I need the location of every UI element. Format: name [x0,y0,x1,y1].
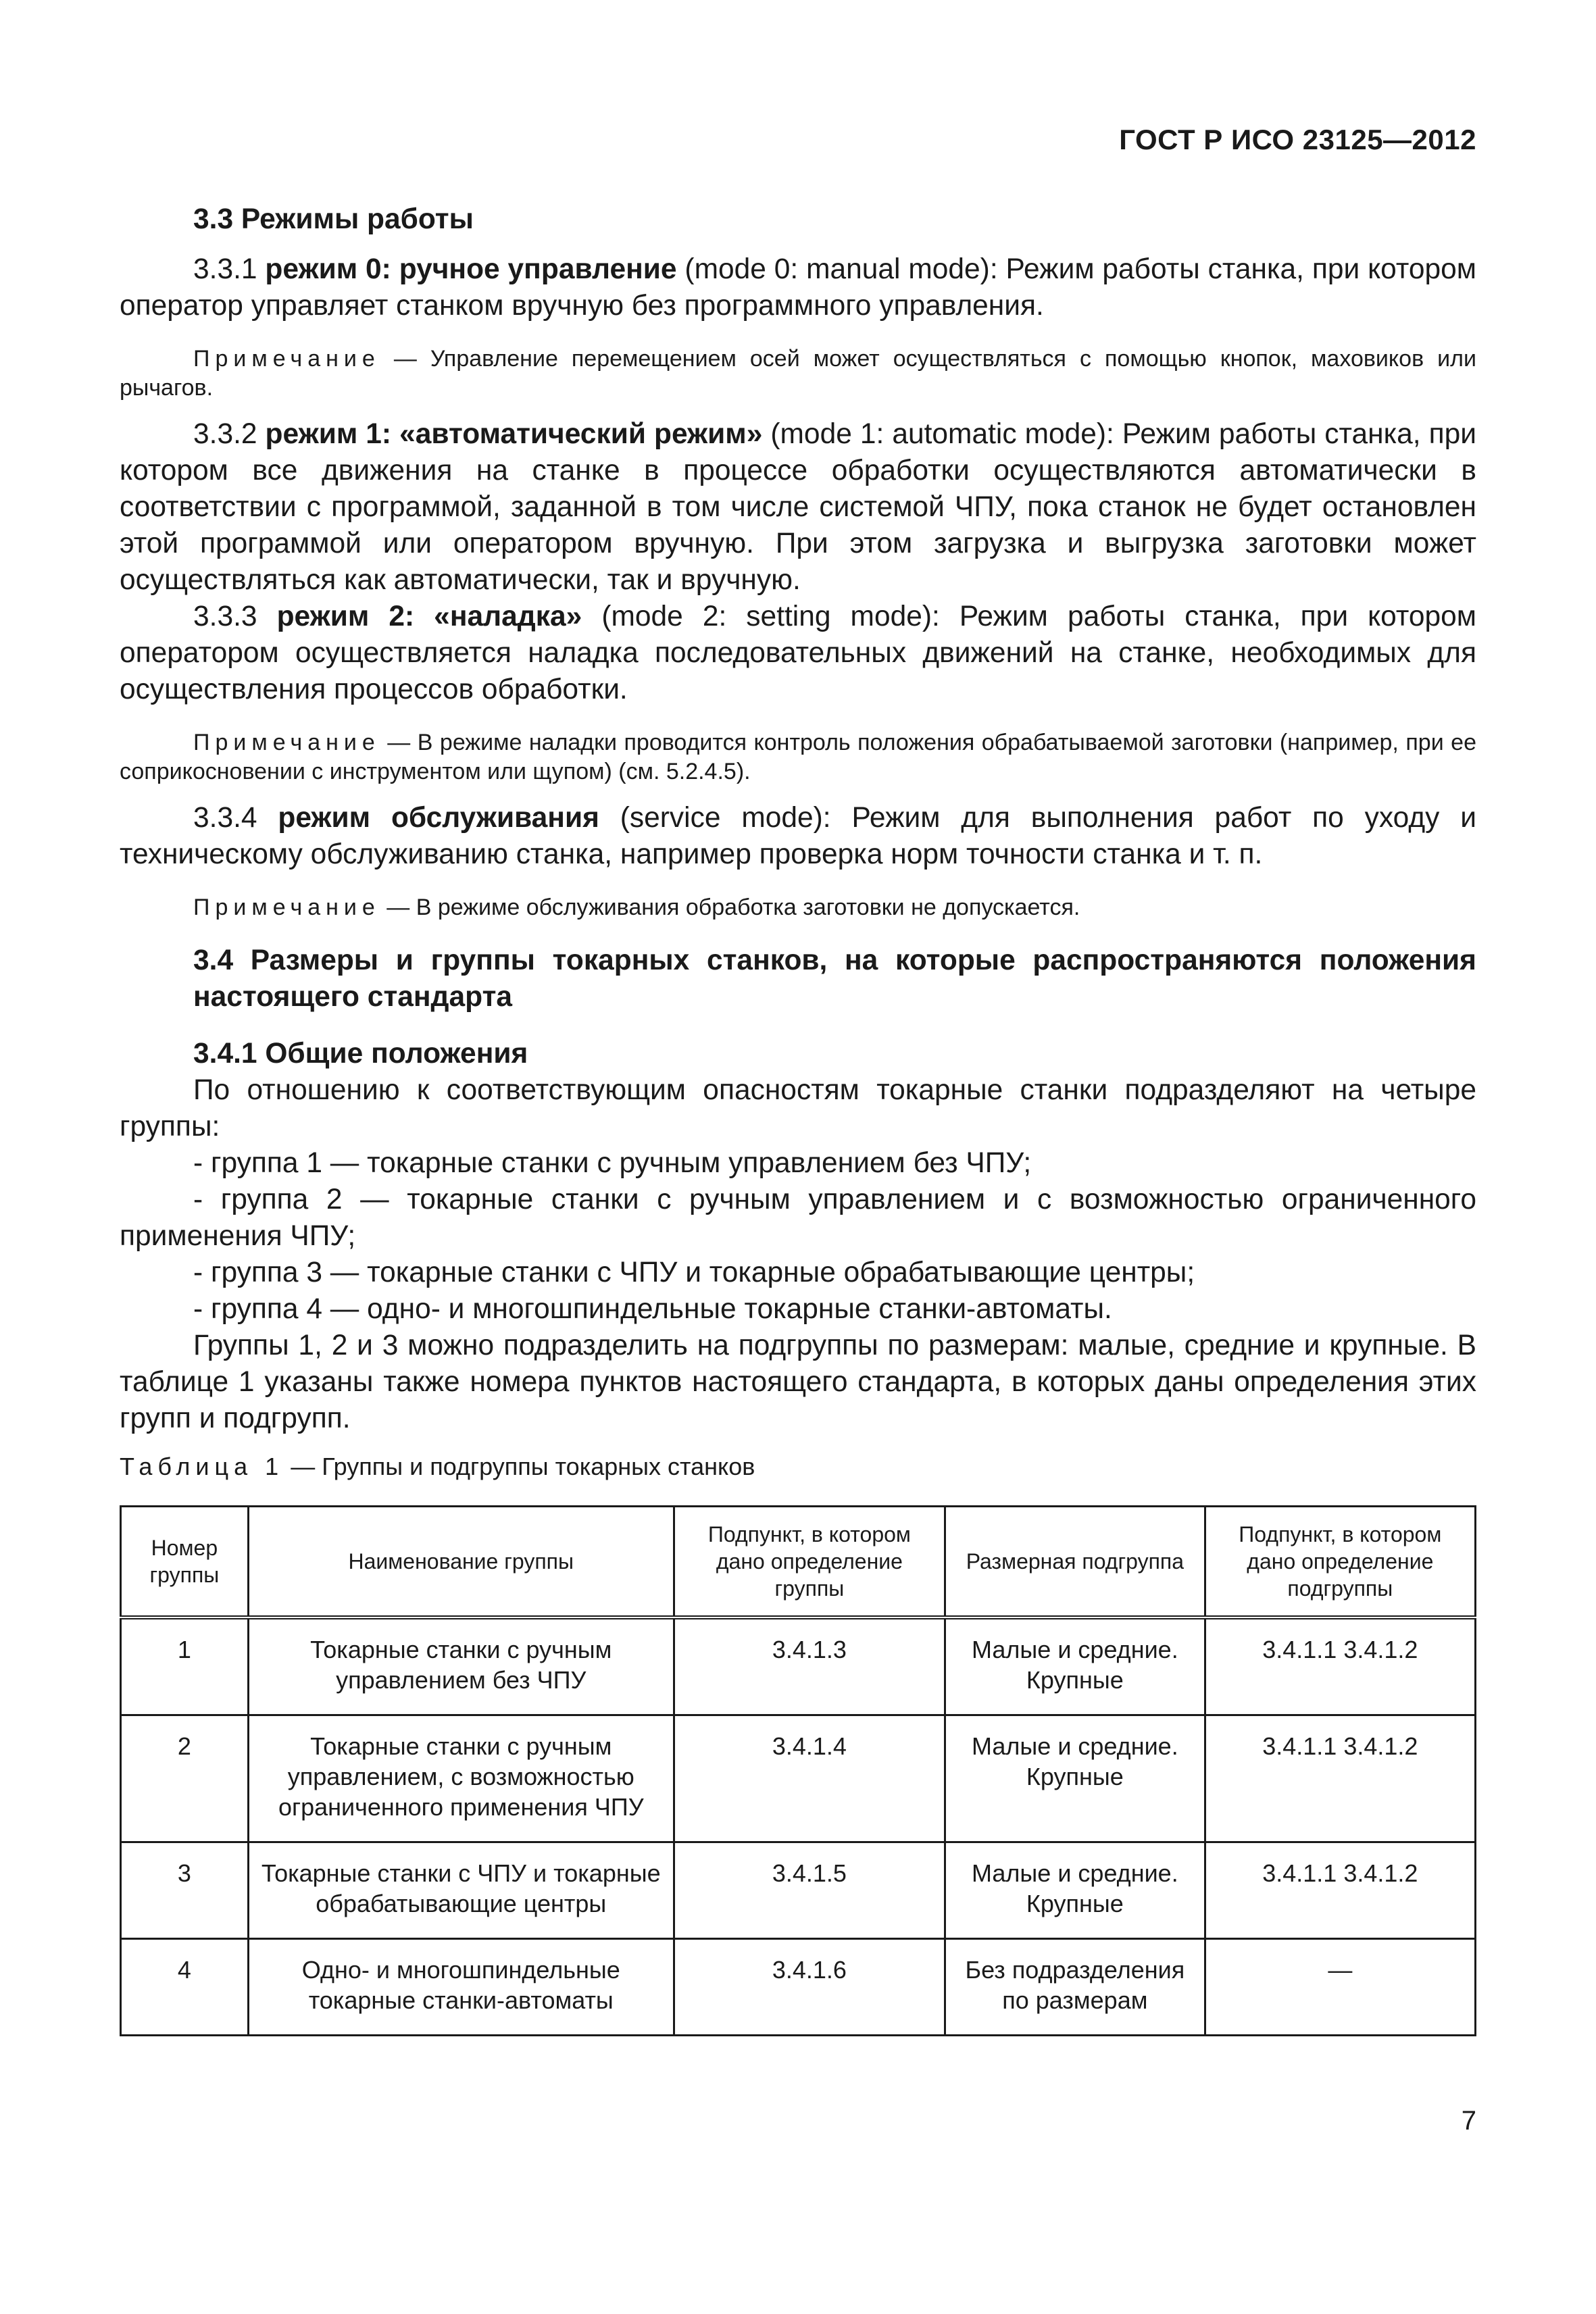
clause-number: 3.3.3 [193,601,277,632]
document-code-header: ГОСТ Р ИСО 23125—2012 [1119,124,1476,155]
group-4-item: - группа 4 — одно- и многошпиндельные токарные станки-автоматы. [193,1293,1112,1325]
section-3-4-1-title: 3.4.1 Общие положения [193,1038,528,1070]
cell-group-number: 2 [121,1715,249,1842]
note-3 [120,893,1476,922]
cell-size-subgroup: Малые и средние. Крупные [945,1842,1205,1939]
cell-group-clause: 3.4.1.6 [674,1939,945,2036]
table-caption [120,1453,755,1481]
group-2-item: - группа 2 — токарные станки с ручным управлением и с возможностью ограниченного применения ЧПУ; [120,1184,1476,1252]
term: режим 1: «автоматический режим» [265,418,763,450]
section-3-3-title: 3.3 Режимы работы [193,203,474,235]
note-text: — В режиме обслуживания обработка заготовки не допускается. [380,895,1080,920]
table-row [121,1715,1476,1842]
header-size-subgroup: Размерная подгруппа [945,1507,1205,1618]
header-group-name: Наименование группы [248,1507,674,1618]
note-text: — Управление перемещением осей может осуществляться с помощью кнопок, маховиков или рычагов. [120,346,1476,401]
cell-group-name: Токарные станки с ЧПУ и токарные обрабатывающие центры [248,1842,674,1939]
cell-group-name: Одно- и многошпиндельные токарные станки-автоматы [248,1939,674,2036]
section-3-4-title: 3.4 Размеры и группы токарных станков, на которые распространяются положения настоящего стандарта [193,945,1476,1013]
header-group-clause: Подпункт, в котором дано определение группы [674,1507,945,1618]
cell-group-name: Токарные станки с ручным управлением, с возможностью ограниченного применения ЧПУ [248,1715,674,1842]
page-number: 7 [1461,2106,1476,2136]
groups-intro: По отношению к соответствующим опасностям токарные станки подразделяют на четыре группы: [120,1074,1476,1142]
term: режим обслуживания [278,802,599,834]
table-row [121,1939,1476,2036]
clause-3-3-1 [120,251,1476,324]
clause-number: 3.3.1 [193,253,266,285]
group-1-item: - группа 1 — токарные станки с ручным управлением без ЧПУ; [193,1147,1032,1179]
definition: (service mode): Режим для выполнения работ по уходу и техническому обслуживанию станка, например проверка норм точности станка и т. п. [120,802,1477,870]
term: режим 2: «наладка» [276,601,582,632]
cell-group-name: Токарные станки с ручным управлением без ЧПУ [248,1617,674,1715]
definition: (mode 2: setting mode): Режим работы станка, при котором оператором осуществляется наладка последовательных движений на станке, необходимых для осуществления процессов обработки. [120,601,1476,705]
note-1 [120,345,1476,403]
cell-size-subgroup: Малые и средние. Крупные [945,1715,1205,1842]
cell-group-number: 4 [121,1939,249,2036]
cell-group-number: 1 [121,1617,249,1715]
note-text: — В режиме наладки проводится контроль положения обрабатываемой заготовки (например, при ее соприкосновении с инструментом или щупом) (см. 5.2.4.5). [120,730,1476,784]
cell-size-subgroup: Малые и средние. Крупные [945,1617,1205,1715]
cell-subgroup-clause: 3.4.1.1 3.4.1.2 [1205,1715,1475,1842]
cell-subgroup-clause: 3.4.1.1 3.4.1.2 [1205,1842,1475,1939]
definition: (mode 0: manual mode): Режим работы станка, при котором оператор управляет станком вручную без программного управления. [120,253,1476,322]
clause-number: 3.3.2 [193,418,266,450]
groups-table [120,1505,1476,2036]
clause-3-3-4 [120,800,1476,873]
clause-3-3-2 [120,416,1476,599]
table-caption-label: Таблица 1 [120,1453,284,1480]
table-row [121,1617,1476,1715]
cell-size-subgroup: Без подразделения по размерам [945,1939,1205,2036]
clause-number: 3.3.4 [193,802,278,834]
cell-group-clause: 3.4.1.3 [674,1617,945,1715]
group-3-item: - группа 3 — токарные станки с ЧПУ и токарные обрабатывающие центры; [193,1257,1195,1288]
cell-subgroup-clause: 3.4.1.1 3.4.1.2 [1205,1617,1475,1715]
cell-group-number: 3 [121,1842,249,1939]
table-header-row [121,1507,1476,1618]
table-row [121,1842,1476,1939]
header-group-number: Номер группы [121,1507,249,1618]
clause-3-3-3 [120,599,1476,708]
document-body [120,201,1476,1437]
note-label: Примечание [193,346,380,372]
note-2 [120,728,1476,786]
cell-group-clause: 3.4.1.5 [674,1842,945,1939]
cell-subgroup-clause: — [1205,1939,1475,2036]
table-caption-text: — Группы и подгруппы токарных станков [284,1453,755,1480]
groups-closing: Группы 1, 2 и 3 можно подразделить на подгруппы по размерам: малые, средние и крупные. В таблице 1 указаны также номера пунктов настоящего стандарта, в которых даны определения этих групп и подгрупп. [120,1330,1476,1434]
note-label: Примечание [193,730,380,755]
definition: (mode 1: automatic mode): Режим работы станка, при котором все движения на станке в процессе обработки осуществляются автоматически в соответствии с программой, заданной в том числе системой ЧПУ, пока станок не будет остановлен этой программой или оператором вручную. При этом загрузка и выгрузка заготовки может осуществляться как автоматически, так и вручную. [120,418,1476,596]
note-label: Примечание [193,895,380,920]
header-subgroup-clause: Подпункт, в котором дано определение подгруппы [1205,1507,1475,1618]
term: режим 0: ручное управление [265,253,677,285]
cell-group-clause: 3.4.1.4 [674,1715,945,1842]
